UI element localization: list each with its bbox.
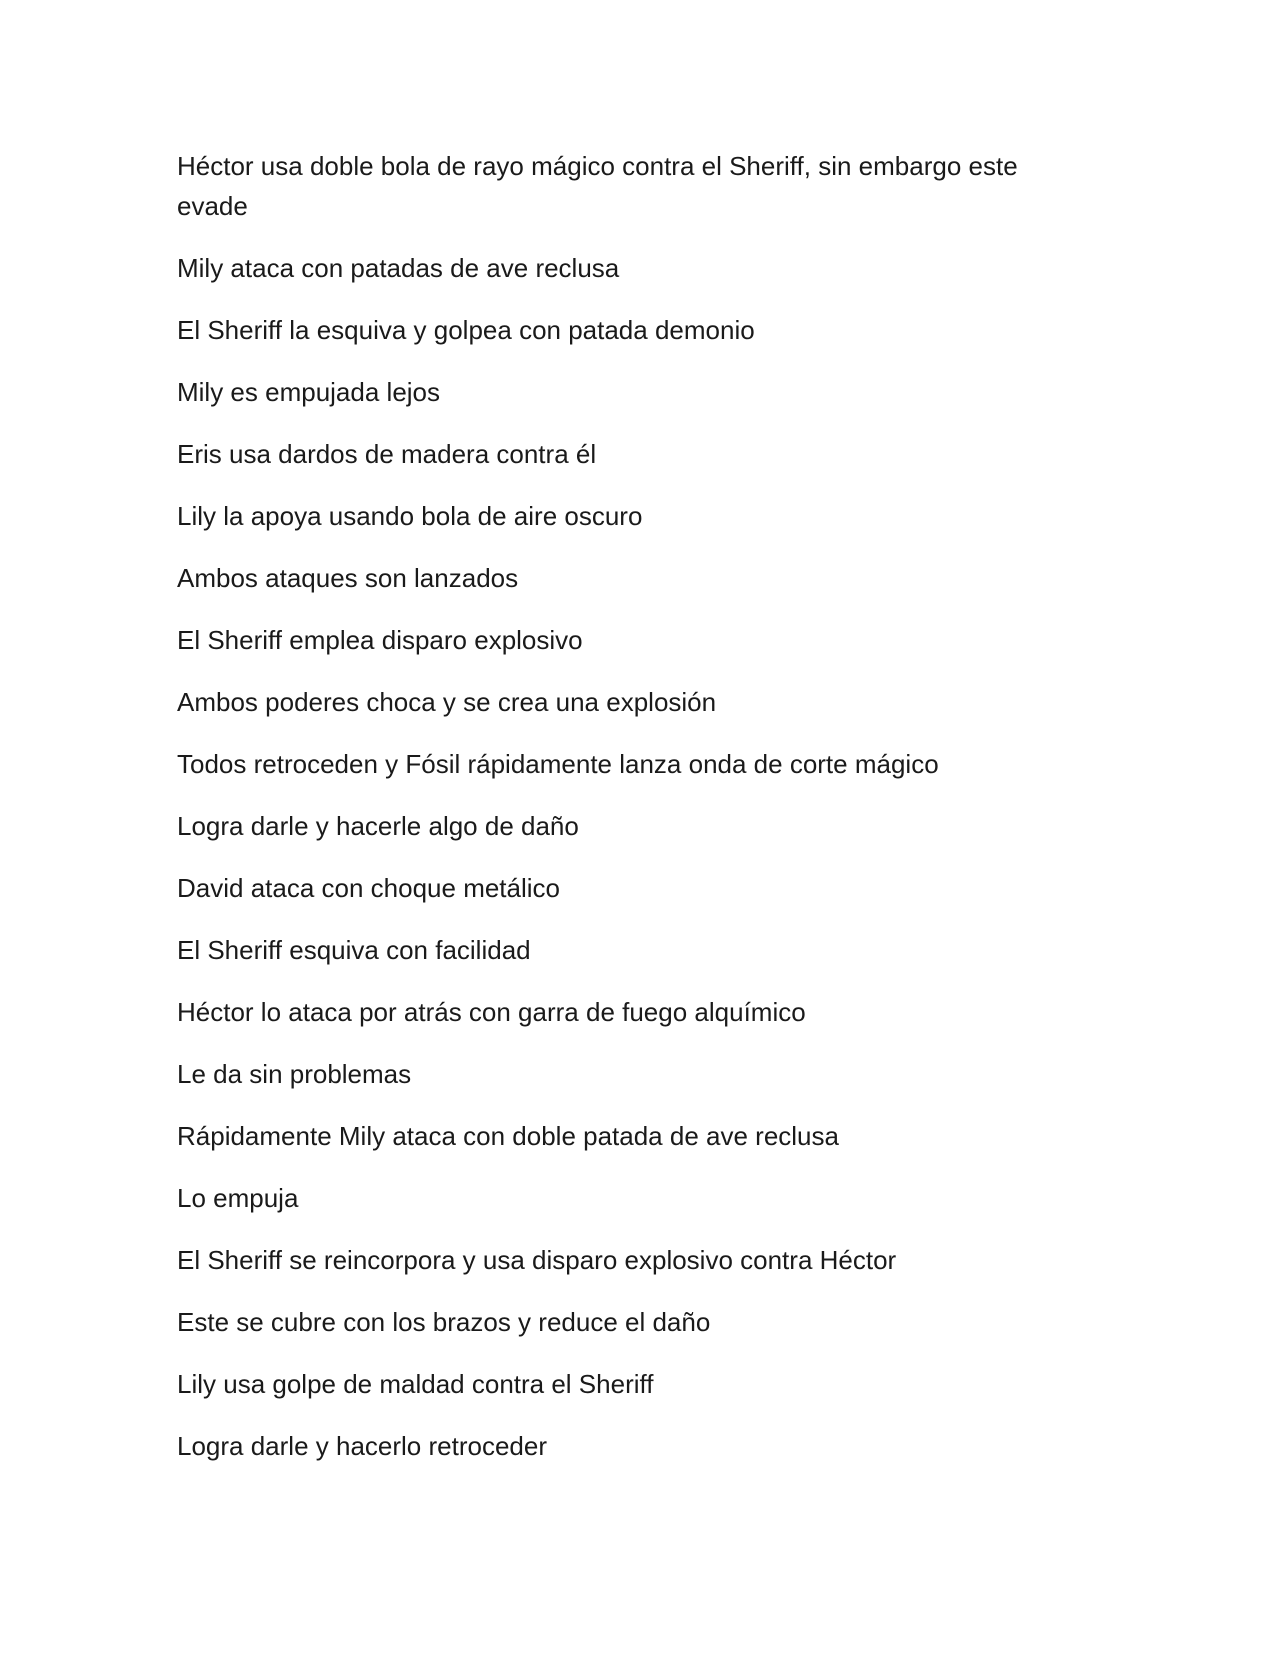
paragraph: Este se cubre con los brazos y reduce el daño bbox=[177, 1307, 711, 1337]
paragraph: Le da sin problemas bbox=[177, 1059, 412, 1089]
paragraph: David ataca con choque metálico bbox=[177, 873, 561, 903]
paragraph: Logra darle y hacerlo retroceder bbox=[177, 1431, 547, 1461]
paragraph: Ambos ataques son lanzados bbox=[177, 563, 519, 593]
paragraph: El Sheriff emplea disparo explosivo bbox=[177, 625, 583, 655]
paragraph: Lily la apoya usando bola de aire oscuro bbox=[177, 501, 643, 531]
paragraph: Lo empuja bbox=[177, 1183, 299, 1213]
paragraph: Mily ataca con patadas de ave reclusa bbox=[177, 253, 620, 283]
paragraph: Héctor lo ataca por atrás con garra de fuego alquímico bbox=[177, 997, 806, 1027]
paragraph: Héctor usa doble bola de rayo mágico contra el Sheriff, sin embargo este evade bbox=[177, 151, 1018, 221]
paragraph: Ambos poderes choca y se crea una explosión bbox=[177, 687, 717, 717]
paragraph: Rápidamente Mily ataca con doble patada de ave reclusa bbox=[177, 1121, 839, 1151]
paragraph: Mily es empujada lejos bbox=[177, 377, 441, 407]
document-body bbox=[177, 146, 1077, 1488]
paragraph: Lily usa golpe de maldad contra el Sheriff bbox=[177, 1369, 654, 1399]
paragraph: El Sheriff la esquiva y golpea con patada demonio bbox=[177, 315, 755, 345]
paragraph: Logra darle y hacerle algo de daño bbox=[177, 811, 579, 841]
paragraph: El Sheriff esquiva con facilidad bbox=[177, 935, 531, 965]
paragraph: El Sheriff se reincorpora y usa disparo explosivo contra Héctor bbox=[177, 1245, 897, 1275]
paragraph: Todos retroceden y Fósil rápidamente lanza onda de corte mágico bbox=[177, 749, 939, 779]
paragraph: Eris usa dardos de madera contra él bbox=[177, 439, 597, 469]
